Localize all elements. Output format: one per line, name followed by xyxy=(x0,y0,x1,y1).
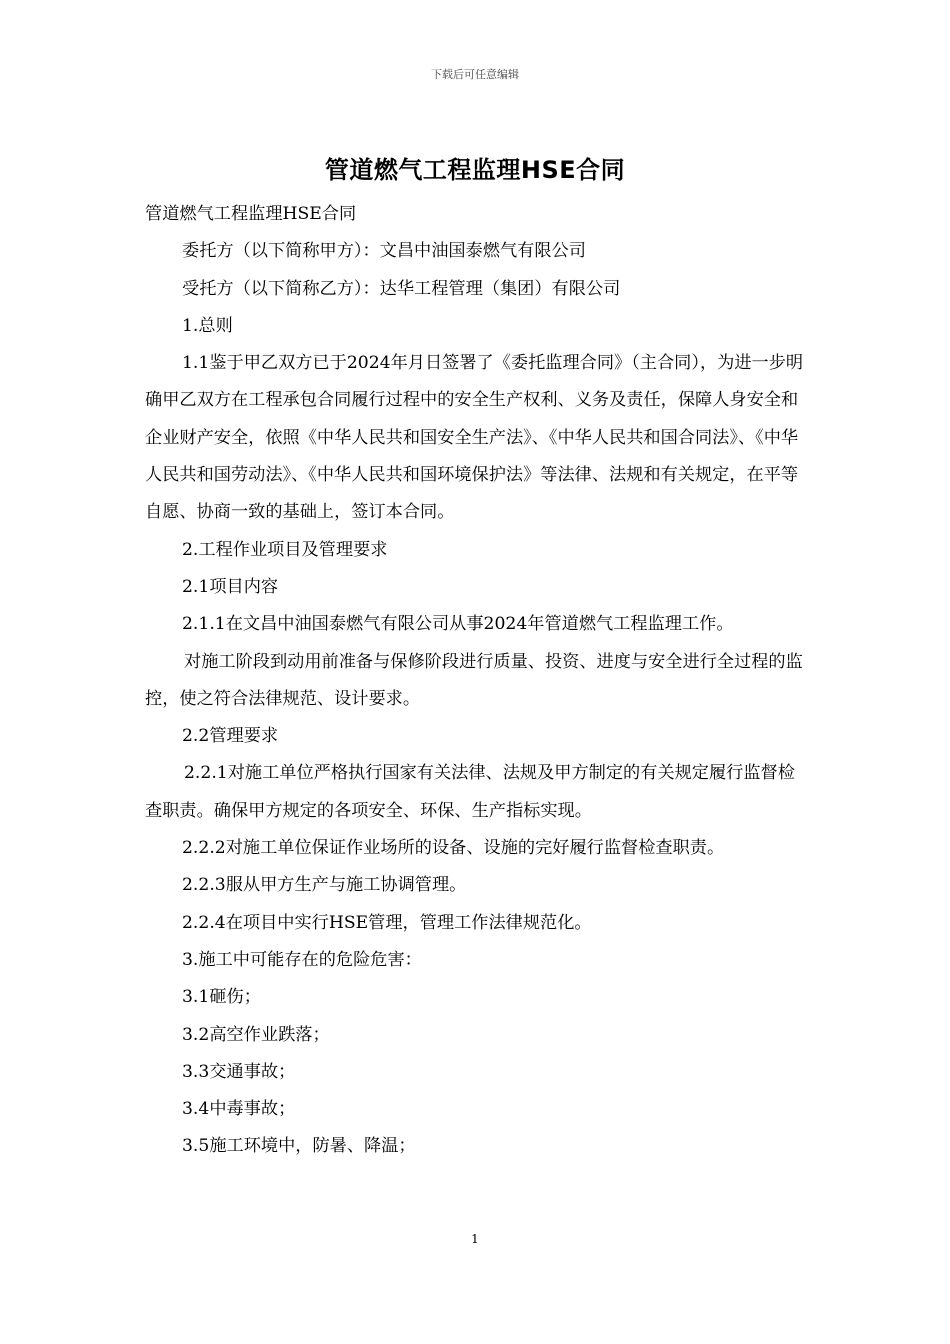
subsection-heading-2-1: 2.1项目内容 xyxy=(182,576,279,597)
list-item-hazard: 3.2高空作业跌落； xyxy=(182,1024,330,1045)
page-number: 1 xyxy=(471,1232,479,1246)
section-heading-project: 2.工程作业项目及管理要求 xyxy=(182,539,388,560)
paragraph-doc-name: 管道燃气工程监理HSE合同 xyxy=(145,204,357,224)
paragraph-monitoring: 对施工阶段到动用前准备与保修阶段进行质量、投资、进度与安全进行全过程的监控，使之符合法律规范、设计要求。 xyxy=(145,651,803,709)
paragraph-2-1-1: 2.1.1在文昌中油国泰燃气有限公司从事2024年管道燃气工程监理工作。 xyxy=(182,614,734,635)
section-heading-general: 1.总则 xyxy=(182,315,233,336)
document-title: 管道燃气工程监理HSE合同 xyxy=(324,156,626,184)
paragraph-contractor: 受托方（以下简称乙方）：达华工程管理（集团）有限公司 xyxy=(182,278,621,299)
document-body xyxy=(145,196,807,1166)
paragraph-1-1: 1.1鉴于甲乙双方已于2024年月日签署了《委托监理合同》（主合同），为进一步明确甲乙双方在工程承包合同履行过程中的安全生产权利、义务及责任，保障人身安全和企业财产安全，依照《中华人民共和国安全生产法》、《中华人民共和国合同法》、《中华人民共和国劳动法》、《中华人民共和国环境保护法》等法律、法规和有关规定，在平等自愿、协商一致的基础上，签订本合同。 xyxy=(145,353,804,523)
paragraph-2-2-4: 2.2.4在项目中实行HSE管理，管理工作法律规范化。 xyxy=(182,912,592,933)
header-note: 下载后可任意编辑 xyxy=(431,68,519,81)
list-item-hazard: 3.1砸伤； xyxy=(182,987,261,1008)
section-heading-hazards: 3.施工中可能存在的危险危害： xyxy=(182,949,422,970)
paragraph-2-2-1: 2.2.1对施工单位严格执行国家有关法律、法规及甲方制定的有关规定履行监督检查职责。确保甲方规定的各项安全、环保、生产指标实现。 xyxy=(145,763,795,821)
paragraph-2-2-3: 2.2.3服从甲方生产与施工协调管理。 xyxy=(182,875,467,896)
list-item-hazard: 3.3交通事故； xyxy=(182,1061,296,1082)
paragraph-2-2-2: 2.2.2对施工单位保证作业场所的设备、设施的完好履行监督检查职责。 xyxy=(182,838,725,859)
paragraph-client: 委托方（以下简称甲方）：文昌中油国泰燃气有限公司 xyxy=(182,241,586,262)
subsection-heading-2-2: 2.2管理要求 xyxy=(182,726,279,747)
list-item-hazard: 3.5施工环境中，防暑、降温； xyxy=(182,1136,416,1157)
list-item-hazard: 3.4中毒事故； xyxy=(182,1099,296,1120)
